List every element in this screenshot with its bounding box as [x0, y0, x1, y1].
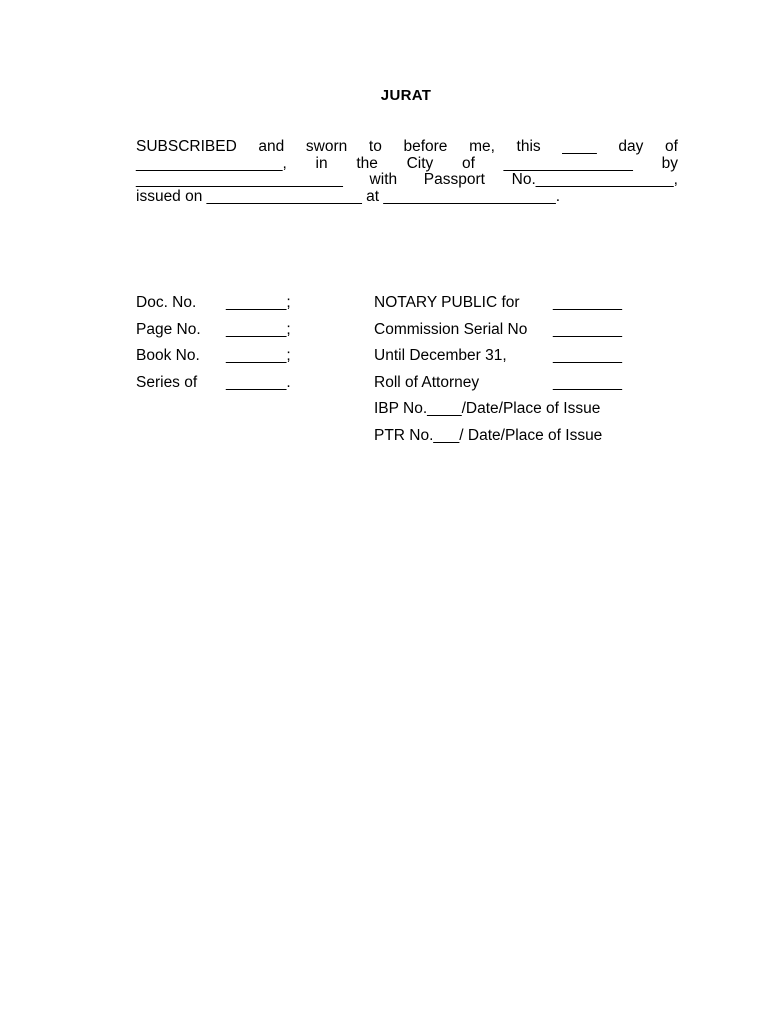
ptr-no-label: PTR No.___/ Date/Place of Issue: [374, 427, 603, 444]
notary-public-blank: ________: [553, 294, 622, 311]
book-no-blank: _______;: [226, 347, 291, 364]
jurat-line-2: _________________, in the City of _______________ by: [136, 154, 678, 172]
jurat-line-4: issued on __________________ at ____________________.: [136, 187, 561, 205]
commission-serial-blank: ________: [553, 321, 622, 338]
until-december-label: Until December 31,: [374, 347, 507, 364]
series-of-blank: _______.: [226, 374, 291, 391]
ibp-no-label: IBP No.____/Date/Place of Issue: [374, 400, 601, 417]
until-december-blank: ________: [553, 347, 622, 364]
page-no-blank: _______;: [226, 321, 291, 338]
commission-serial-label: Commission Serial No: [374, 321, 528, 338]
doc-no-blank: _______;: [226, 294, 291, 311]
jurat-line-1: SUBSCRIBED and sworn to before me, this ____ day of: [136, 138, 678, 155]
notary-public-label: NOTARY PUBLIC for: [374, 294, 520, 311]
book-no-label: Book No.: [136, 347, 200, 364]
series-of-label: Series of: [136, 374, 198, 391]
jurat-line-3: ________________________ with Passport No.________________,: [136, 171, 678, 188]
jurat-paragraph: [136, 139, 678, 205]
doc-no-label: Doc. No.: [136, 294, 197, 311]
roll-of-attorney-blank: ________: [553, 374, 622, 391]
roll-of-attorney-label: Roll of Attorney: [374, 374, 480, 391]
document-title: JURAT: [380, 87, 432, 104]
page-no-label: Page No.: [136, 321, 201, 338]
